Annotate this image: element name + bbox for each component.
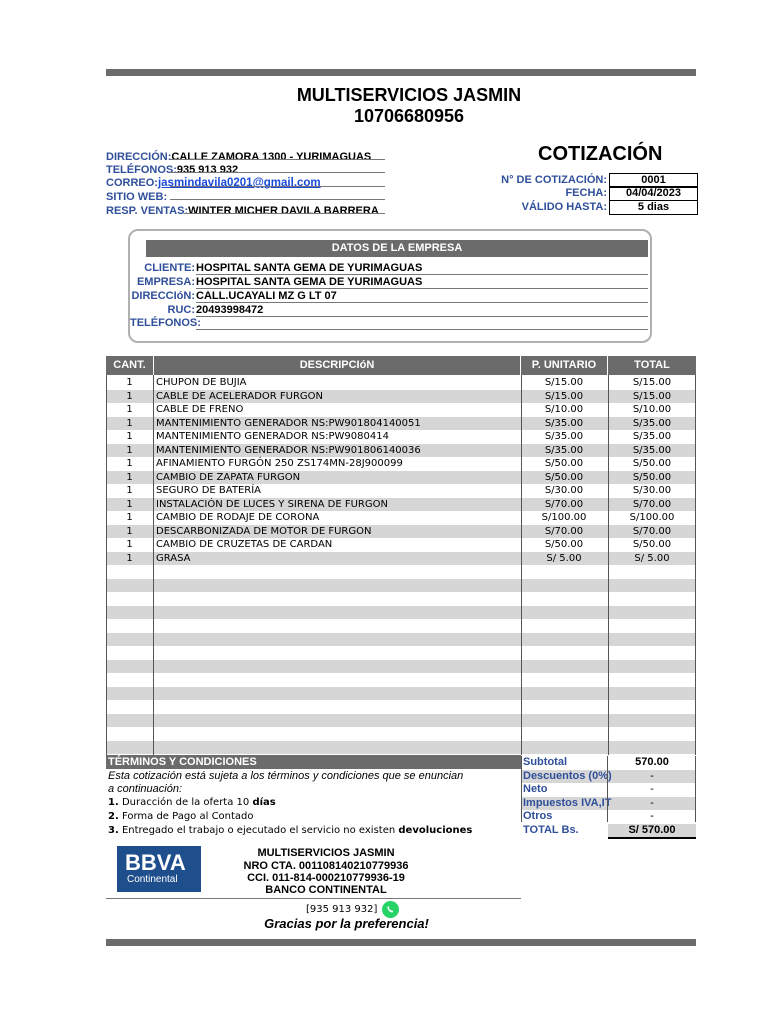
item-description: CABLE DE FRENO: [156, 404, 244, 415]
bottom-divider: [106, 939, 696, 946]
item-unit-price: S/ 5.00: [546, 552, 582, 564]
item-qty: 1: [126, 417, 133, 429]
col-header-qty: CANT.: [106, 356, 153, 375]
client-phones-label: TELÉFONOS:: [130, 317, 201, 329]
date-value: 04/04/2023: [609, 186, 698, 201]
item-total: S/100.00: [629, 512, 675, 523]
item-unit-price: S/50.00: [544, 539, 584, 550]
item-description: GRASA: [156, 552, 191, 564]
item-description: CAMBIO DE CRUZETAS DE CARDAN: [156, 539, 333, 550]
thank-you-message: Gracias por la preferencia!: [264, 916, 429, 931]
ruc-value: 20493998472: [196, 304, 264, 316]
item-description: MANTENIMIENTO GENERADOR NS:PW9080414: [156, 431, 389, 442]
discount-value: -: [650, 769, 654, 782]
item-description: CAMBIO DE ZAPATA FURGON: [156, 471, 301, 483]
item-qty: 1: [126, 552, 133, 564]
item-unit-price: S/35.00: [544, 431, 584, 442]
bank-account-number: NRO CTA. 001108140210779936: [243, 860, 409, 872]
item-description: CHUPON DE BUJIA: [156, 377, 247, 388]
others-value: -: [650, 810, 654, 822]
taxes-value: -: [650, 796, 654, 809]
email-label: CORREO:: [106, 177, 158, 189]
item-qty: 1: [126, 377, 133, 388]
bank-cci: CCI. 011-814-000210779936-19: [247, 872, 405, 884]
item-qty: 1: [126, 458, 133, 469]
item-total: S/70.00: [632, 525, 672, 537]
document-title: COTIZACIÓN: [538, 143, 663, 165]
client-label: CLIENTE:: [144, 262, 195, 274]
total-label: TOTAL Bs.: [523, 823, 579, 836]
item-total: S/10.00: [632, 404, 672, 415]
bank-account-holder: MULTISERVICIOS JASMIN: [257, 847, 395, 859]
item-unit-price: S/35.00: [544, 444, 584, 456]
item-unit-price: S/50.00: [544, 471, 584, 483]
phones-label: TELÉFONOS:: [106, 164, 177, 176]
valid-until-label: VÁLIDO HASTA:: [521, 201, 607, 213]
sales-rep-value: WINTER MICHER DAVILA BARRERA: [188, 205, 379, 217]
taxes-label: Impuestos IVA,IT: [523, 796, 612, 809]
item-total: S/50.00: [632, 471, 672, 483]
phones-value: 935 913 932: [176, 164, 239, 176]
col-header-description: DESCRIPCIóN: [154, 356, 520, 375]
total-value: S/ 570.00: [608, 824, 696, 839]
item-total: S/50.00: [632, 458, 672, 469]
client-panel-header: DATOS DE LA EMPRESA: [146, 240, 648, 257]
item-qty: 1: [126, 525, 133, 537]
website-label: SITIO WEB:: [106, 191, 168, 203]
item-unit-price: S/10.00: [544, 404, 584, 415]
item-description: AFINAMIENTO FURGÓN 250 ZS174MN-28J900099: [156, 458, 403, 469]
item-unit-price: S/30.00: [544, 485, 584, 496]
client-address-value: CALL.UCAYALI MZ G LT 07: [196, 290, 337, 302]
item-total: S/15.00: [632, 377, 672, 388]
item-total: S/70.00: [632, 498, 672, 510]
ruc-label: RUC:: [167, 304, 195, 316]
company-value: HOSPITAL SANTA GEMA DE YURIMAGUAS: [196, 276, 423, 288]
item-description: CAMBIO DE RODAJE DE CORONA: [156, 512, 320, 523]
address-label: DIRECCIÓN:: [106, 151, 172, 163]
item-description: MANTENIMIENTO GENERADOR NS:PW901804140051: [156, 417, 421, 429]
subtotal-value: 570.00: [635, 756, 669, 768]
item-unit-price: S/70.00: [544, 525, 584, 537]
item-qty: 1: [126, 539, 133, 550]
term-item-2: 2. Forma de Pago al Contado: [108, 811, 254, 822]
item-total: S/30.00: [632, 485, 672, 496]
item-qty: 1: [126, 390, 133, 402]
bbva-logo: BBVA Continental: [117, 846, 201, 892]
valid-until-value: 5 dias: [609, 200, 698, 215]
terms-header: TÉRMINOS Y CONDICIONES: [106, 755, 521, 769]
item-qty: 1: [126, 498, 133, 510]
company-name: MULTISERVICIOS JASMIN: [296, 85, 522, 105]
quote-number-label: N° DE COTIZACIÓN:: [501, 174, 607, 186]
client-value: HOSPITAL SANTA GEMA DE YURIMAGUAS: [196, 262, 423, 274]
item-unit-price: S/15.00: [544, 390, 584, 402]
term-item-3: 3. Entregado el trabajo o ejecutado el servicio no existen devoluciones: [108, 825, 473, 836]
item-total: S/35.00: [632, 431, 672, 442]
quote-number-value: 0001: [609, 173, 698, 188]
item-qty: 1: [126, 444, 133, 456]
item-total: S/ 5.00: [634, 552, 670, 564]
item-unit-price: S/100.00: [541, 512, 587, 523]
client-address-label: DIRECCIóN:: [131, 290, 195, 302]
item-qty: 1: [126, 431, 133, 442]
footer-phone: [935 913 932]: [306, 904, 378, 915]
email-link[interactable]: jasmindavila0201@gmail.com: [157, 177, 321, 189]
date-label: FECHA:: [565, 187, 607, 199]
item-total: S/50.00: [632, 539, 672, 550]
others-label: Otros: [523, 810, 553, 822]
net-value: -: [650, 783, 654, 795]
subtotal-label: Subtotal: [523, 756, 567, 768]
item-description: INSTALACIÓN DE LUCES Y SIRENA DE FURGON: [156, 498, 388, 510]
item-description: DESCARBONIZADA DE MOTOR DE FURGON: [156, 525, 372, 537]
item-qty: 1: [126, 485, 133, 496]
item-unit-price: S/70.00: [544, 498, 584, 510]
col-header-total: TOTAL: [608, 356, 696, 375]
net-label: Neto: [523, 783, 548, 795]
item-total: S/15.00: [632, 390, 672, 402]
address-value: CALLE ZAMORA 1300 - YURIMAGUAS: [171, 151, 372, 163]
company-ruc: 10706680956: [353, 106, 465, 126]
item-description: SEGURO DE BATERÍA: [156, 485, 262, 496]
term-item-1: 1. Duracción de la oferta 10 días: [108, 797, 276, 808]
company-label: EMPRESA:: [136, 276, 195, 288]
discount-label: Descuentos (0%): [523, 769, 612, 782]
col-header-unit-price: P. UNITARIO: [521, 356, 607, 375]
item-total: S/35.00: [632, 444, 672, 456]
item-qty: 1: [126, 404, 133, 415]
item-qty: 1: [126, 471, 133, 483]
item-description: CABLE DE ACELERADOR FURGON: [156, 390, 324, 402]
top-divider: [106, 69, 696, 76]
terms-intro-1: Esta cotización está sujeta a los términos y condiciones que se enuncian: [108, 770, 464, 782]
item-unit-price: S/50.00: [544, 458, 584, 469]
terms-intro-2: a continuación:: [108, 783, 182, 795]
item-description: MANTENIMIENTO GENERADOR NS:PW901806140036: [156, 444, 421, 456]
item-qty: 1: [126, 512, 133, 523]
item-unit-price: S/15.00: [544, 377, 584, 388]
item-unit-price: S/35.00: [544, 417, 584, 429]
sales-rep-label: RESP. VENTAS:: [106, 205, 189, 217]
bank-name: BANCO CONTINENTAL: [265, 884, 387, 896]
item-total: S/35.00: [632, 417, 672, 429]
